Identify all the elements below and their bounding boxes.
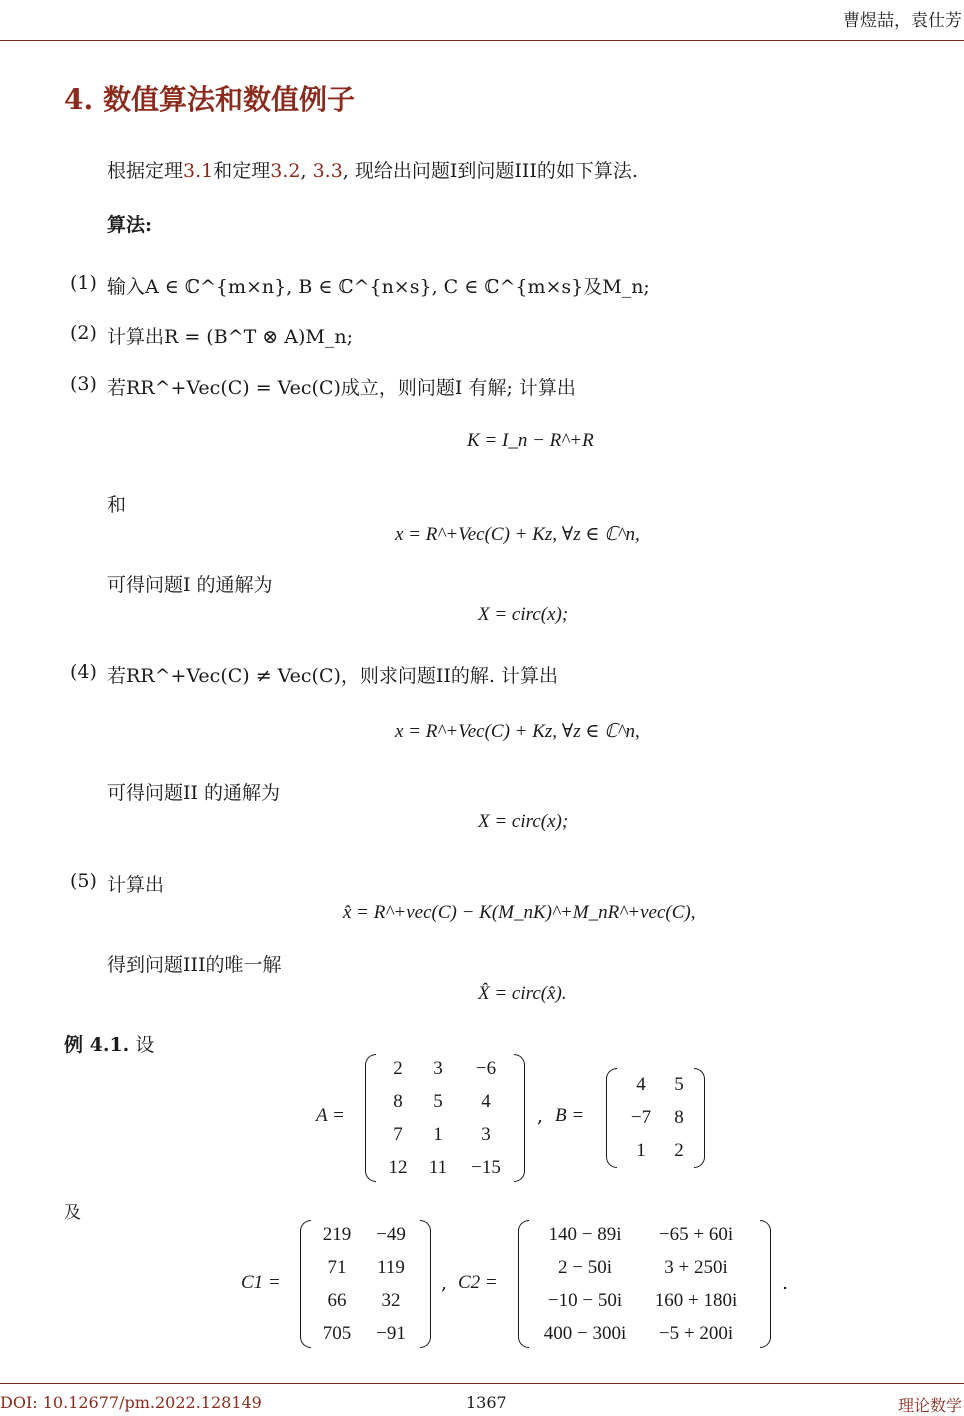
equation-X-2: X = circ(x); <box>478 811 569 832</box>
footer-rule <box>0 1383 964 1384</box>
equation-x-hat: x̂ = R^+vec(C) − K(M_nK)^+M_nR^+vec(C), <box>343 902 696 923</box>
matrix-C1-label: C1 = <box>241 1272 281 1293</box>
matrix-C1-left-bracket <box>300 1220 311 1348</box>
matrix-C2-left-bracket <box>518 1220 529 1348</box>
matrix-A-cell: 11 <box>428 1157 448 1178</box>
equation-X-hat: X̂ = circ(x̂). <box>478 983 567 1004</box>
step-1-text: 输入A ∈ ℂ^{m×n}, B ∈ ℂ^{n×s}, C ∈ ℂ^{m×s}及M_n; <box>107 276 650 298</box>
matrix-A-cell: 7 <box>393 1124 403 1145</box>
matrix-C2-cell: −10 − 50i <box>547 1290 623 1311</box>
matrix-C1-cell: 119 <box>377 1257 405 1278</box>
equation-x-1: x = R^+Vec(C) + Kz, ∀z ∈ ℂ^n, <box>395 524 640 545</box>
intro-paragraph <box>107 156 638 183</box>
matrix-A <box>378 1052 514 1184</box>
matrix-A-cell: 1 <box>433 1124 443 1145</box>
theorem-ref-3-2[interactable]: 3.2 <box>270 160 301 182</box>
period: . <box>782 1272 789 1294</box>
intro-sep: , <box>300 160 313 182</box>
section-title: 4. 数值算法和数值例子 <box>64 83 355 116</box>
solution-3-text: 得到问题III的唯一解 <box>107 954 282 976</box>
footer-journal-name: 理论数学 <box>897 1396 962 1415</box>
matrix-C2-cell: 160 + 180i <box>654 1290 738 1311</box>
matrix-A-cell: 12 <box>388 1157 408 1178</box>
step-3-number: (3) <box>70 373 97 395</box>
matrix-C2 <box>530 1218 752 1350</box>
matrix-B-cell: 1 <box>636 1140 646 1161</box>
matrix-B-right-bracket <box>694 1068 705 1168</box>
header-rule <box>0 40 964 41</box>
intro-pre: 根据定理 <box>107 160 184 182</box>
example-set-text: 设 <box>135 1034 155 1056</box>
header-authors: 曹煜喆，袁仕芳 <box>843 11 962 31</box>
matrix-A-cell: 4 <box>481 1091 491 1112</box>
comma: , <box>537 1105 544 1127</box>
matrix-A-cell: 3 <box>481 1124 491 1145</box>
equation-X-1: X = circ(x); <box>478 604 569 625</box>
matrix-B-left-bracket <box>606 1068 617 1168</box>
step-2-text: 计算出R = (B^T ⊗ A)M_n; <box>107 326 353 348</box>
matrix-A-cell: 2 <box>393 1058 403 1079</box>
matrix-C1-cell: −49 <box>376 1224 406 1245</box>
footer-doi-link[interactable]: DOI: 10.12677/pm.2022.128149 <box>0 1393 262 1412</box>
matrix-B-label: B = <box>555 1105 585 1126</box>
solution-1-text: 可得问题I 的通解为 <box>107 574 273 596</box>
step-3-text: 若RR^+Vec(C) = Vec(C)成立，则问题I 有解; 计算出 <box>107 377 576 399</box>
matrix-A-cell: −6 <box>475 1058 497 1079</box>
matrix-A-right-bracket <box>514 1054 525 1182</box>
matrix-C2-cell: 2 − 50i <box>558 1257 612 1278</box>
matrix-B-cell: 5 <box>674 1074 684 1095</box>
step-4-text: 若RR^+Vec(C) ≠ Vec(C)，则求问题II的解. 计算出 <box>107 665 558 687</box>
intro-mid: 和定理 <box>213 160 271 182</box>
matrix-C1-cell: −91 <box>376 1323 406 1344</box>
matrix-A-left-bracket <box>365 1054 376 1182</box>
matrix-C1-cell: 66 <box>327 1290 347 1311</box>
matrix-C1-cell: 32 <box>381 1290 401 1311</box>
equation-K: K = I_n − R^+R <box>467 430 594 451</box>
matrix-C2-cell: 140 − 89i <box>548 1224 622 1245</box>
theorem-ref-3-3[interactable]: 3.3 <box>312 160 343 182</box>
matrix-B-cell: 4 <box>636 1074 646 1095</box>
example-label: 例 4.1. <box>64 1034 130 1056</box>
step-2-number: (2) <box>70 322 97 344</box>
step-5-text: 计算出 <box>107 874 165 896</box>
solution-2-text: 可得问题II 的通解为 <box>107 782 281 804</box>
matrix-B-cell: −7 <box>630 1107 652 1128</box>
matrix-C2-cell: 400 − 300i <box>543 1323 627 1344</box>
matrix-A-label: A = <box>316 1105 345 1126</box>
matrix-B-cell: 2 <box>674 1140 684 1161</box>
matrix-C1 <box>314 1218 422 1350</box>
matrix-B <box>620 1068 696 1167</box>
intro-post: , 现给出问题I到问题III的如下算法. <box>342 160 638 182</box>
step-5-number: (5) <box>70 870 97 892</box>
and-text: 和 <box>107 494 127 516</box>
step-4-number: (4) <box>70 661 97 683</box>
comma: , <box>441 1272 448 1294</box>
matrix-A-cell: 5 <box>433 1091 443 1112</box>
algorithm-label: 算法: <box>107 214 153 236</box>
equation-x-2: x = R^+Vec(C) + Kz, ∀z ∈ ℂ^n, <box>395 721 640 742</box>
matrix-B-cell: 8 <box>674 1107 684 1128</box>
example-heading <box>64 1030 154 1057</box>
matrix-C2-cell: −5 + 200i <box>658 1323 734 1344</box>
matrix-C2-right-bracket <box>760 1220 771 1348</box>
matrix-C1-right-bracket <box>420 1220 431 1348</box>
matrix-C2-label: C2 = <box>458 1272 498 1293</box>
matrix-A-cell: 8 <box>393 1091 403 1112</box>
matrix-C1-cell: 705 <box>322 1323 352 1344</box>
matrix-A-cell: 3 <box>433 1058 443 1079</box>
matrix-C1-cell: 219 <box>322 1224 352 1245</box>
footer-page-number: 1367 <box>466 1393 507 1412</box>
step-1-number: (1) <box>70 272 97 294</box>
matrix-C1-cell: 71 <box>327 1257 347 1278</box>
theorem-ref-3-1[interactable]: 3.1 <box>183 160 214 182</box>
matrix-A-cell: −15 <box>471 1157 501 1178</box>
also-text: 及 <box>64 1203 81 1223</box>
matrix-C2-cell: −65 + 60i <box>658 1224 734 1245</box>
matrix-C2-cell: 3 + 250i <box>664 1257 728 1278</box>
